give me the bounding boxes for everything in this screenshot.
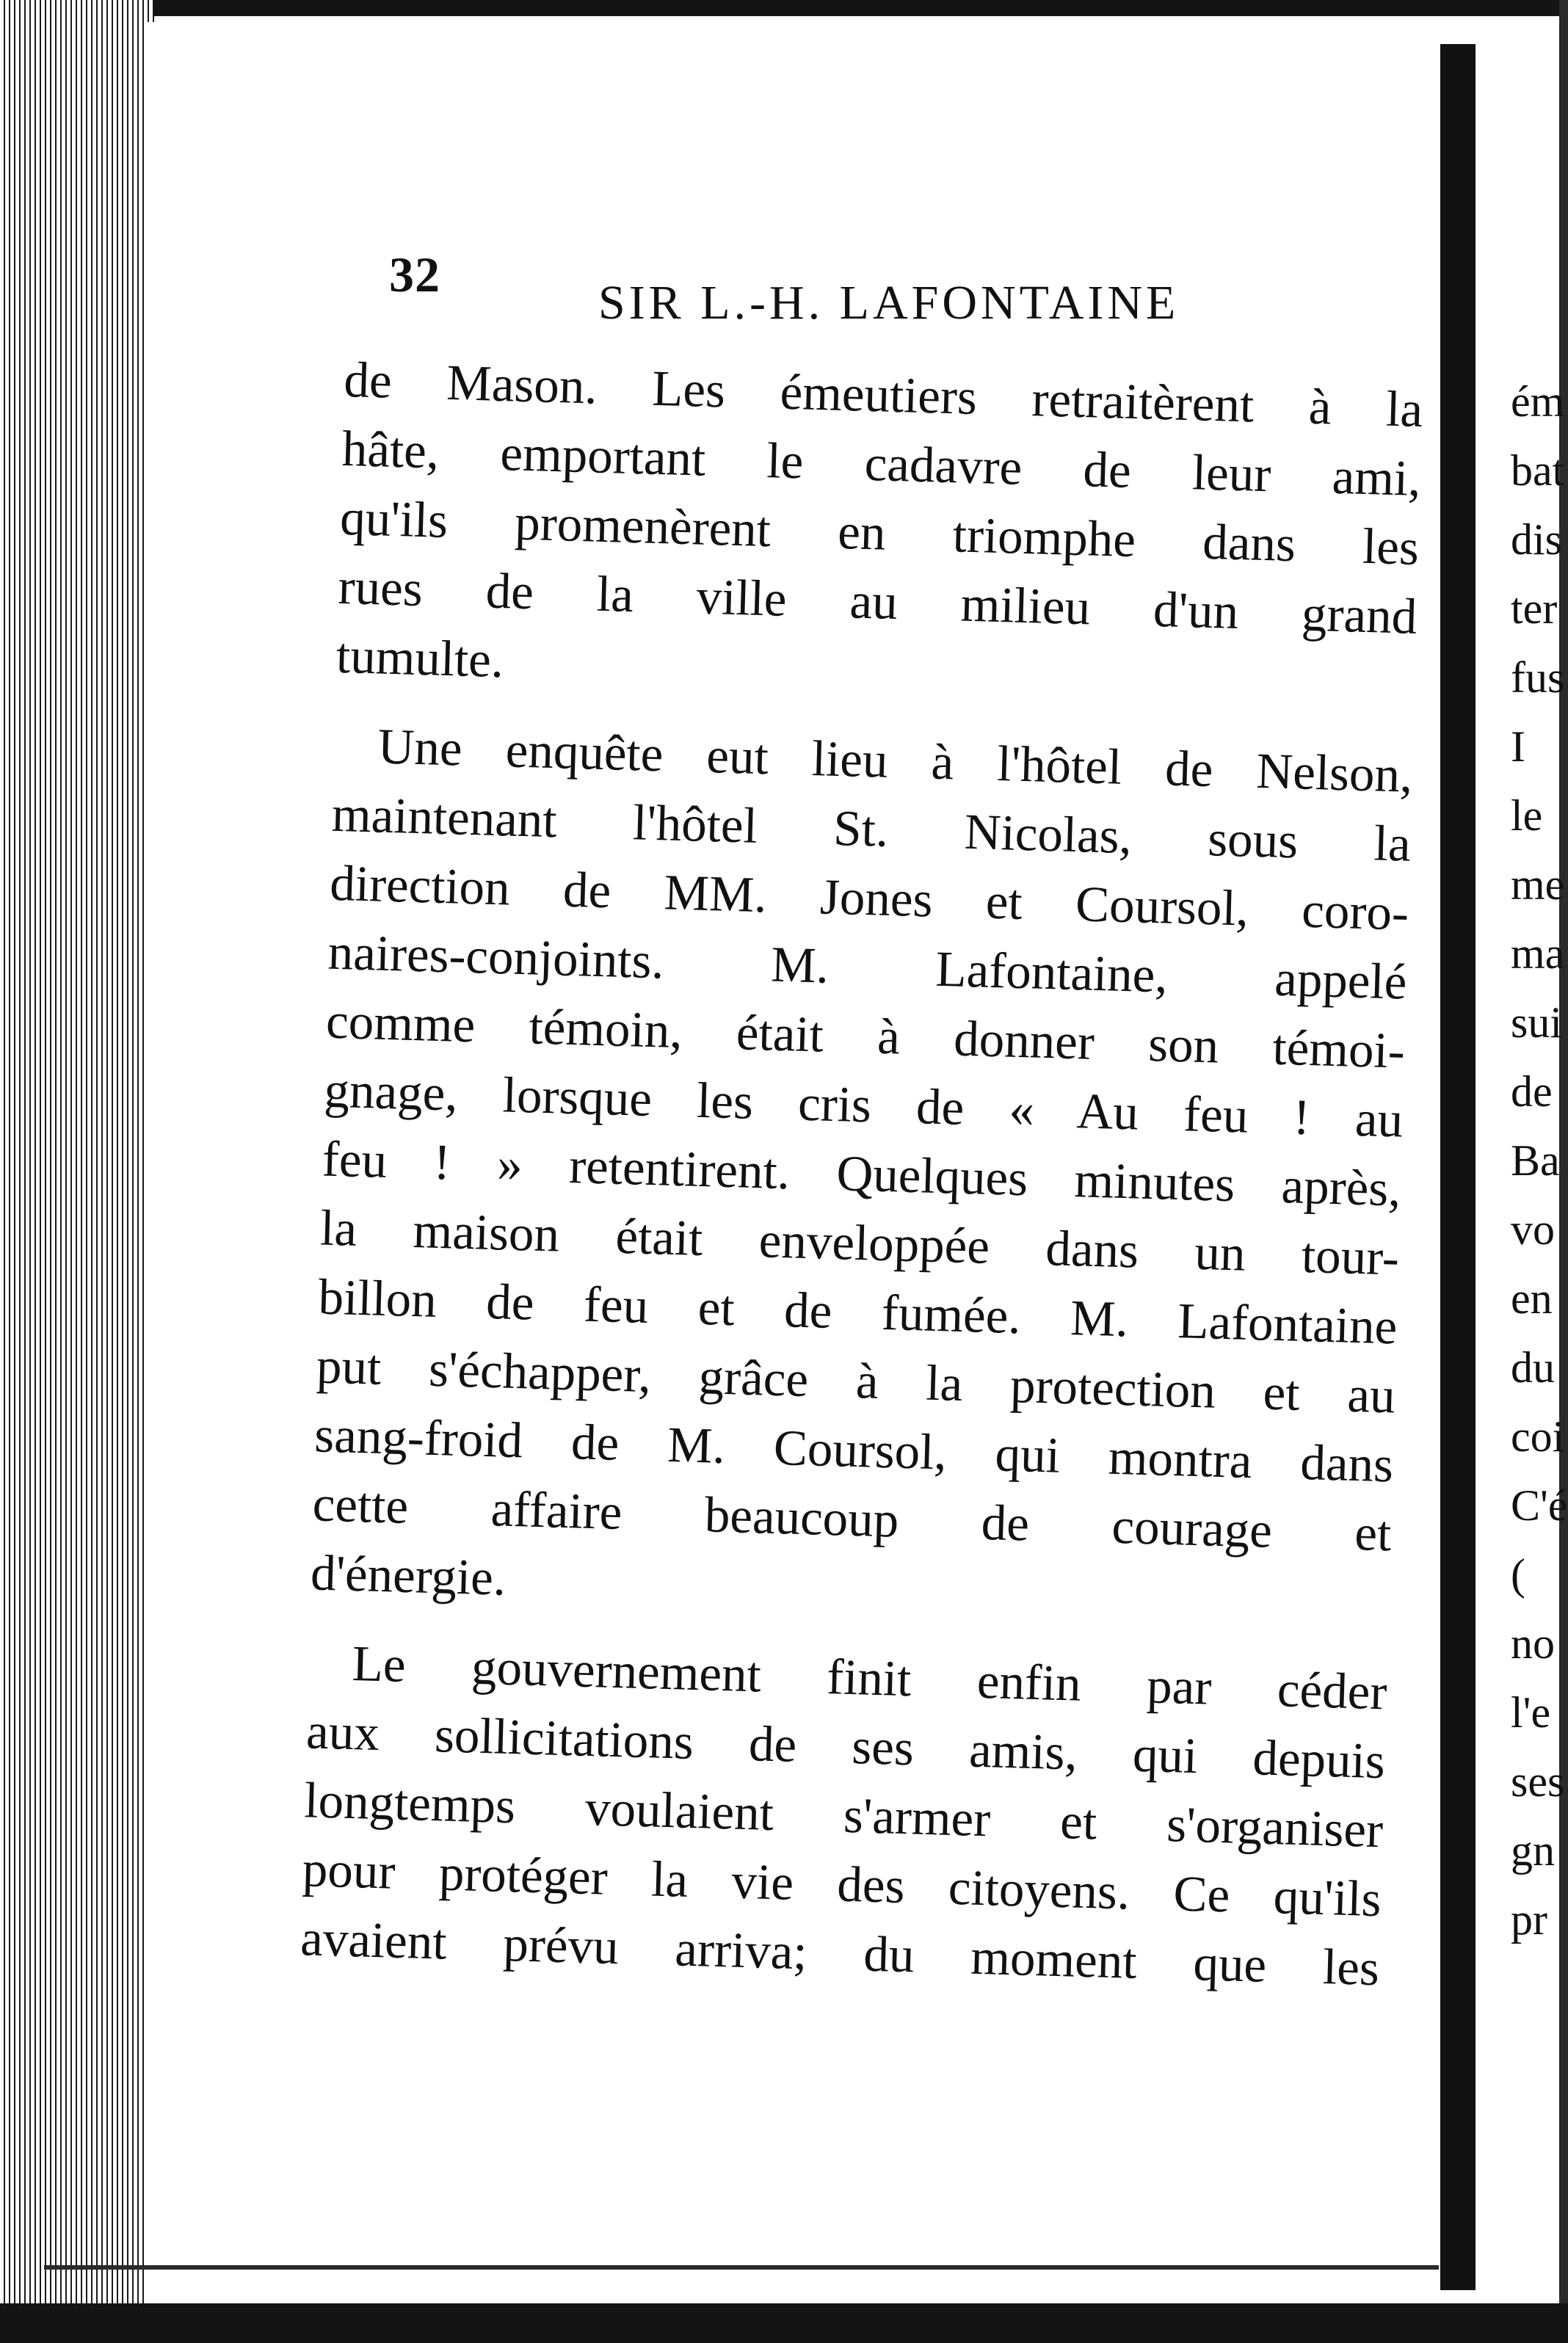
facing-line-fragment: ses [1511,1757,1565,1806]
text-line: qu'ils promenèrent en triomphe dans les [339,489,1420,575]
text-line: maintenant l'hôtel St. Nicolas, sous la [331,785,1412,872]
book-gutter [1440,44,1476,2290]
text-line: pour protéger la vie des citoyens. Ce qu'ils [301,1841,1382,1928]
scan-border-top [0,0,1568,16]
text-line: sang-froid de M. Coursol, qui montra dans [313,1406,1395,1493]
running-head: SIR L.-H. LAFONTAINE [598,276,1180,330]
facing-line-fragment: l'e [1511,1688,1551,1737]
facing-line-fragment: dis [1511,515,1563,564]
text-line: Le gouvernement finit enfin par céder [351,1635,1388,1721]
page-stack-edges [0,0,154,2343]
facing-line-fragment: no [1511,1619,1555,1668]
text-line: naires-conjoints. M. Lafontaine, appelé [327,923,1408,1010]
facing-line-fragment: sui [1511,998,1563,1047]
facing-line-fragment: en [1511,1274,1553,1323]
facing-line-fragment: Ba [1511,1136,1560,1185]
paragraph-1 [335,345,1424,720]
text-line: billon de feu et de fumée. M. Lafontaine [317,1268,1398,1355]
text-line: feu ! » retentirent. Quelques minutes après, [321,1130,1402,1217]
facing-line-fragment: ( [1511,1550,1525,1599]
facing-line-fragment: vo [1511,1205,1555,1254]
facing-line-fragment: fus [1511,653,1565,702]
page-bottom-edge [44,2265,1439,2270]
text-line: tumulte. [335,627,505,689]
text-line: Une enquête eut lieu à l'hôtel de Nelson, [377,718,1414,803]
facing-line-fragment: de [1511,1067,1553,1116]
text-line: put s'échapper, grâce à la protection et au [316,1337,1396,1424]
facing-line-fragment: I [1511,722,1525,771]
text-line: la maison était enveloppée dans un tour- [319,1199,1400,1286]
facing-line-fragment: du [1511,1343,1555,1392]
facing-page-text [1511,367,1568,1954]
text-line: avaient prévu arriva; du moment que les [300,1910,1380,1997]
facing-line-fragment: me [1511,860,1565,909]
text-line: hâte, emportant le cadavre de leur ami, [341,420,1422,506]
text-line: gnage, lorsque les cris de « Au feu ! au [323,1061,1404,1148]
facing-line-fragment: ém [1511,377,1565,426]
facing-line-fragment: gn [1511,1826,1555,1875]
text-line: cette affaire beaucoup de courage et [311,1475,1393,1562]
paragraph-2 [310,711,1414,1638]
facing-line-fragment: le [1511,791,1543,840]
page-header [389,246,1343,330]
page-number: 32 [389,247,440,302]
facing-line-fragment: ter [1511,584,1558,633]
facing-line-fragment: pr [1511,1895,1547,1944]
text-line: direction de MM. Jones et Coursol, coro- [329,854,1410,941]
text-line: aux sollicitations de ses amis, qui depuis [305,1703,1386,1790]
facing-line-fragment: ma [1511,929,1565,978]
text-line: longtemps voulaient s'armer et s'organiser [303,1772,1384,1859]
text-line: d'énergie. [310,1544,507,1606]
facing-line-fragment: bat [1511,446,1565,495]
body-text [300,345,1423,2002]
text-line: comme témoin, était à donner son témoi- [325,992,1406,1079]
paragraph-3 [300,1627,1388,2002]
text-line: rues de la ville au milieu d'un grand [337,558,1418,644]
facing-line-fragment: C'é [1511,1481,1568,1530]
scan-border-bottom [0,2303,1568,2343]
facing-line-fragment: coi [1511,1412,1565,1461]
text-line: de Mason. Les émeutiers retraitèrent à la [343,351,1424,438]
